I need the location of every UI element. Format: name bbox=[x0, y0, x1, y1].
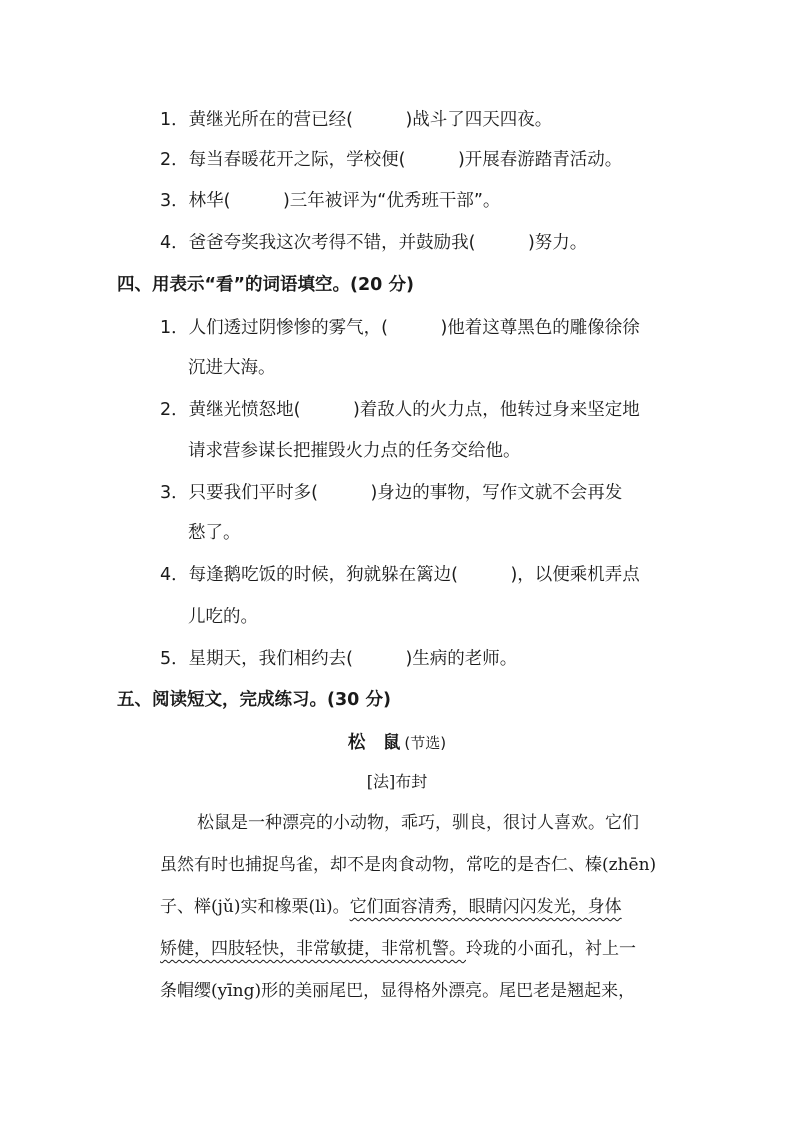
passage-line-3-underlined: 它们面容清秀，眼睛闪闪发光，身体 bbox=[349, 897, 622, 917]
passage-line-3 bbox=[160, 895, 622, 919]
question-item-4-3-cont: 愁了。 bbox=[188, 523, 241, 543]
question-item-4-3: 3．只要我们平时多( )身边的事物，写作文就不会再发 bbox=[160, 483, 623, 503]
question-item-4-1-cont: 沉进大海。 bbox=[188, 358, 276, 378]
question-item-4-2: 2．黄继光愤怒地( )着敌人的火力点，他转过身来坚定地 bbox=[160, 400, 640, 420]
section-5-heading: 五、阅读短文，完成练习。(30 分) bbox=[117, 690, 391, 710]
question-item-4-2-cont: 请求营参谋长把摧毁火力点的任务交给他。 bbox=[188, 441, 521, 461]
question-item-3-4: 4．爸爸夸奖我这次考得不错，并鼓励我( )努力。 bbox=[160, 233, 588, 253]
question-item-4-5: 5．星期天，我们相约去( )生病的老师。 bbox=[160, 649, 518, 669]
question-item-3-2: 2．每当春暖花开之际，学校便( )开展春游踏青活动。 bbox=[160, 150, 623, 170]
passage-line-4 bbox=[160, 937, 636, 961]
passage-author: [法]布封 bbox=[366, 772, 428, 791]
passage-title-text: 松 鼠 bbox=[347, 733, 401, 753]
passage-title-note: (节选) bbox=[404, 734, 447, 752]
question-item-3-3: 3．林华( )三年被评为“优秀班干部”。 bbox=[160, 191, 501, 211]
question-item-3-1: 1．黄继光所在的营已经( )战斗了四天四夜。 bbox=[160, 110, 553, 130]
passage-line-1: 松鼠是一种漂亮的小动物，乖巧，驯良，很讨人喜欢。它们 bbox=[197, 813, 639, 833]
passage-line-2: 虽然有时也捕捉鸟雀，却不是肉食动物，常吃的是杏仁、榛(zhēn) bbox=[160, 855, 657, 875]
passage-line-4-plain: 玲珑的小面孔，衬上一 bbox=[466, 939, 636, 959]
passage-title bbox=[0, 731, 794, 755]
question-item-4-4-cont: 儿吃的。 bbox=[188, 607, 258, 627]
passage-line-3-plain: 子、榉(jǔ)实和橡栗(lì)。 bbox=[160, 897, 350, 917]
question-item-4-1: 1．人们透过阴惨惨的雾气，( )他着这尊黑色的雕像徐徐 bbox=[160, 318, 640, 338]
passage-line-5: 条帽缨(yīng)形的美丽尾巴，显得格外漂亮。尾巴老是翘起来， bbox=[160, 981, 636, 1001]
section-4-heading: 四、用表示“看”的词语填空。(20 分) bbox=[117, 275, 414, 295]
passage-line-4-underlined: 矫健，四肢轻快，非常敏捷，非常机警。 bbox=[160, 939, 466, 959]
question-item-4-4: 4．每逢鹅吃饭的时候，狗就躲在篱边( )，以便乘机弄点 bbox=[160, 565, 640, 585]
